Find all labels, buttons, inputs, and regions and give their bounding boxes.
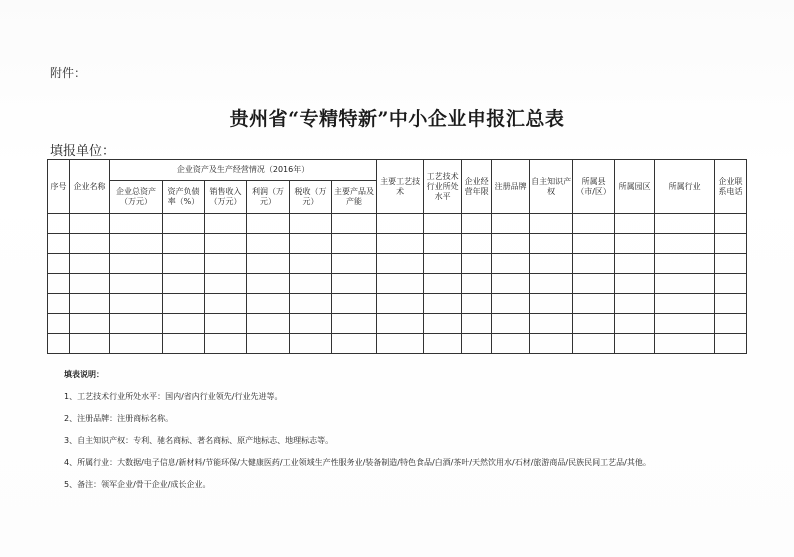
- table-cell[interactable]: [615, 254, 655, 274]
- table-cell[interactable]: [48, 234, 70, 254]
- table-cell[interactable]: [290, 314, 332, 334]
- table-row: [48, 314, 747, 334]
- header-industry: 所属行业: [655, 160, 715, 214]
- table-cell[interactable]: [290, 234, 332, 254]
- table-cell[interactable]: [424, 214, 462, 234]
- table-cell[interactable]: [715, 314, 747, 334]
- table-cell[interactable]: [530, 314, 573, 334]
- table-cell[interactable]: [573, 294, 615, 314]
- table-cell[interactable]: [70, 314, 110, 334]
- table-cell[interactable]: [715, 254, 747, 274]
- header-total-assets: 企业总资产（万元）: [110, 181, 163, 214]
- table-cell[interactable]: [163, 334, 205, 354]
- header-operating-years: 企业经营年限: [462, 160, 492, 214]
- table-cell[interactable]: [715, 334, 747, 354]
- document-title: 贵州省“专精特新”中小企业申报汇总表: [229, 108, 565, 130]
- note-item: 2、注册品牌：注册商标名称。: [64, 414, 174, 423]
- table-cell[interactable]: [715, 214, 747, 234]
- table-cell[interactable]: [247, 214, 290, 234]
- table-cell[interactable]: [530, 234, 573, 254]
- table-cell[interactable]: [530, 274, 573, 294]
- table-body: [48, 214, 747, 354]
- table-cell[interactable]: [205, 214, 247, 234]
- table-cell[interactable]: [424, 314, 462, 334]
- table-cell[interactable]: [247, 294, 290, 314]
- table-cell[interactable]: [492, 314, 530, 334]
- table-cell[interactable]: [715, 234, 747, 254]
- header-park: 所属园区: [615, 160, 655, 214]
- table-cell[interactable]: [377, 234, 424, 254]
- table-cell[interactable]: [530, 334, 573, 354]
- note-item: 4、所属行业：大数据/电子信息/新材料/节能环保/大健康医药/工业领域生产性服务业/装备制造/特色食品/白酒/茶叶/天然饮用水/石材/旅游商品/民族民间工艺品/其他。: [64, 458, 651, 467]
- table-cell[interactable]: [163, 294, 205, 314]
- table-cell[interactable]: [377, 274, 424, 294]
- table-cell[interactable]: [615, 214, 655, 234]
- table-cell[interactable]: [70, 334, 110, 354]
- table-cell[interactable]: [655, 254, 715, 274]
- table-cell[interactable]: [377, 214, 424, 234]
- header-phone: 企业联系电话: [715, 160, 747, 214]
- table-cell[interactable]: [110, 294, 163, 314]
- header-county: 所属县（市/区）: [573, 160, 615, 214]
- table-cell[interactable]: [290, 294, 332, 314]
- table-cell[interactable]: [290, 214, 332, 234]
- table-cell[interactable]: [70, 294, 110, 314]
- table-cell[interactable]: [377, 334, 424, 354]
- table-cell[interactable]: [163, 274, 205, 294]
- table-cell[interactable]: [492, 254, 530, 274]
- header-sales-income: 销售收入（万元）: [205, 181, 247, 214]
- table-cell[interactable]: [332, 334, 377, 354]
- table-cell[interactable]: [247, 334, 290, 354]
- table-cell[interactable]: [655, 234, 715, 254]
- table-cell[interactable]: [462, 274, 492, 294]
- table-cell[interactable]: [492, 294, 530, 314]
- table-cell[interactable]: [615, 274, 655, 294]
- table-cell[interactable]: [70, 234, 110, 254]
- table-cell[interactable]: [462, 334, 492, 354]
- table-cell[interactable]: [615, 334, 655, 354]
- table-cell[interactable]: [205, 254, 247, 274]
- table-cell[interactable]: [655, 314, 715, 334]
- table-cell[interactable]: [462, 214, 492, 234]
- fill-unit-label: 填报单位：: [50, 144, 116, 159]
- table-cell[interactable]: [332, 254, 377, 274]
- header-registered-brand: 注册品牌: [492, 160, 530, 214]
- table-cell[interactable]: [247, 254, 290, 274]
- table-cell[interactable]: [573, 234, 615, 254]
- table-cell[interactable]: [655, 274, 715, 294]
- table-cell[interactable]: [48, 294, 70, 314]
- table-cell[interactable]: [615, 234, 655, 254]
- table-cell[interactable]: [377, 314, 424, 334]
- header-main-tech: 主要工艺技术: [377, 160, 424, 214]
- table-cell[interactable]: [424, 254, 462, 274]
- table-cell[interactable]: [655, 214, 715, 234]
- table-row: [48, 334, 747, 354]
- table-cell[interactable]: [48, 334, 70, 354]
- table-cell[interactable]: [247, 274, 290, 294]
- table-cell[interactable]: [48, 274, 70, 294]
- table-row: [48, 234, 747, 254]
- note-item: 5、备注：领军企业/骨干企业/成长企业。: [64, 480, 211, 489]
- table-cell[interactable]: [205, 234, 247, 254]
- table-cell[interactable]: [332, 274, 377, 294]
- table-cell[interactable]: [377, 254, 424, 274]
- table-cell[interactable]: [573, 214, 615, 234]
- summary-table: [47, 159, 747, 354]
- notes-section: [64, 370, 651, 502]
- table-cell[interactable]: [492, 274, 530, 294]
- table-cell[interactable]: [205, 274, 247, 294]
- table-cell[interactable]: [70, 214, 110, 234]
- table-cell[interactable]: [715, 274, 747, 294]
- table-cell[interactable]: [462, 314, 492, 334]
- table-cell[interactable]: [48, 254, 70, 274]
- table-cell[interactable]: [424, 334, 462, 354]
- table-cell[interactable]: [247, 314, 290, 334]
- table-cell[interactable]: [332, 314, 377, 334]
- table-cell[interactable]: [573, 274, 615, 294]
- table-cell[interactable]: [70, 274, 110, 294]
- table-cell[interactable]: [530, 294, 573, 314]
- header-assets-group: 企业资产及生产经营情况（2016年）: [110, 160, 377, 181]
- header-main-products: 主要产品及产能: [332, 181, 377, 214]
- table-row: [48, 214, 747, 234]
- table-cell[interactable]: [205, 294, 247, 314]
- table-cell[interactable]: [290, 274, 332, 294]
- header-debt-ratio: 资产负债率（%）: [163, 181, 205, 214]
- table-cell[interactable]: [70, 254, 110, 274]
- note-item: 3、自主知识产权：专利、驰名商标、著名商标、原产地标志、地理标志等。: [64, 436, 334, 445]
- table-cell[interactable]: [163, 234, 205, 254]
- table-row: [48, 274, 747, 294]
- table-cell[interactable]: [332, 214, 377, 234]
- table-cell[interactable]: [573, 254, 615, 274]
- table-cell[interactable]: [424, 294, 462, 314]
- table-cell[interactable]: [462, 234, 492, 254]
- table-cell[interactable]: [247, 234, 290, 254]
- table-cell[interactable]: [615, 314, 655, 334]
- header-row-top: [48, 160, 747, 181]
- table-cell[interactable]: [530, 214, 573, 234]
- note-item: 1、工艺技术行业所处水平：国内/省内行业领先/行业先进等。: [64, 392, 283, 401]
- table-cell[interactable]: [655, 334, 715, 354]
- table-cell[interactable]: [332, 294, 377, 314]
- table-cell[interactable]: [290, 334, 332, 354]
- attachment-label: 附件：: [50, 66, 87, 80]
- table-row: [48, 254, 747, 274]
- table-row: [48, 294, 747, 314]
- table-cell[interactable]: [573, 314, 615, 334]
- table-cell[interactable]: [205, 314, 247, 334]
- table-cell[interactable]: [110, 314, 163, 334]
- table-cell[interactable]: [110, 274, 163, 294]
- table-cell[interactable]: [492, 334, 530, 354]
- table-cell[interactable]: [110, 234, 163, 254]
- table-cell[interactable]: [377, 294, 424, 314]
- table-cell[interactable]: [615, 294, 655, 314]
- header-ip: 自主知识产权: [530, 160, 573, 214]
- table-cell[interactable]: [530, 254, 573, 274]
- header-seq: 序号: [48, 160, 70, 214]
- table-cell[interactable]: [492, 234, 530, 254]
- table-cell[interactable]: [655, 294, 715, 314]
- table-cell[interactable]: [48, 214, 70, 234]
- header-company-name: 企业名称: [70, 160, 110, 214]
- table-cell[interactable]: [110, 334, 163, 354]
- table-cell[interactable]: [424, 234, 462, 254]
- table-cell[interactable]: [48, 314, 70, 334]
- table-cell[interactable]: [110, 214, 163, 234]
- table-cell[interactable]: [424, 274, 462, 294]
- table-cell[interactable]: [163, 254, 205, 274]
- header-tech-level: 工艺技术行业所处水平: [424, 160, 462, 214]
- header-profit: 利润（万元）: [247, 181, 290, 214]
- table-cell[interactable]: [462, 294, 492, 314]
- table-cell[interactable]: [163, 314, 205, 334]
- table-cell[interactable]: [332, 234, 377, 254]
- table-cell[interactable]: [110, 254, 163, 274]
- notes-title: 填表说明：: [64, 370, 104, 379]
- table-cell[interactable]: [573, 334, 615, 354]
- header-tax: 税收（万元）: [290, 181, 332, 214]
- table-cell[interactable]: [205, 334, 247, 354]
- table-cell[interactable]: [462, 254, 492, 274]
- table-cell[interactable]: [715, 294, 747, 314]
- table-cell[interactable]: [163, 214, 205, 234]
- table-cell[interactable]: [492, 214, 530, 234]
- table-cell[interactable]: [290, 254, 332, 274]
